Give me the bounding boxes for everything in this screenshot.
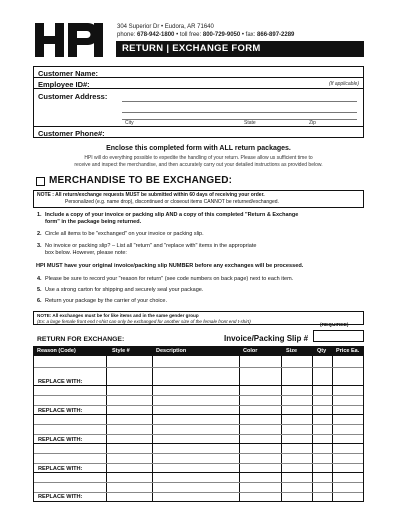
step-1: 1. Include a copy of your invoice or packing slip AND a copy of this completed "Return & Exchange form" in the package being returned. (37, 212, 299, 225)
gender-group-note: NOTE: All exchanges must be for like items and in the same gender group (Ex: a large female front end t-shirt can only be exchanged for another size of the female front end t-shirt) (33, 311, 364, 325)
company-contact (117, 23, 294, 39)
form-title: RETURN | EXCHANGE FORM (116, 41, 364, 57)
zip-label: Zip (309, 120, 316, 126)
table-row[interactable] (34, 367, 363, 368)
invoice-required-note: HPI MUST have your original invoice/packing slip NUMBER before any exchanges will be processed. (36, 263, 304, 269)
customer-name-label: Customer Name: (38, 69, 99, 78)
company-phones: phone: 678-942-1800 • toll free: 800-729-9050 • fax: 866-897-2289 (117, 32, 295, 38)
step-5: 5. Use a strong carton for shipping and securely seal your package. (37, 287, 204, 293)
step-2: 2. Circle all items to be "exchanged" on your invoice or packing slip. (37, 231, 204, 237)
enclose-instructions: HPI will do everything possible to expedite the handling of your return. Please allow us sufficient time to receive and inspect the merchandise, and then accurately carry out your detailed instructions as provided below. (74, 155, 323, 168)
exchange-table (33, 346, 364, 502)
enclose-title: Enclose this completed form with ALL return packages. (106, 145, 291, 152)
col-qty: Qty (317, 348, 327, 354)
col-size: Size (286, 348, 298, 354)
replace-with-label: REPLACE WITH: (38, 466, 83, 472)
return-for-exchange-label: RETURN FOR EXCHANGE: (37, 336, 125, 343)
step-3: 3. No invoice or packing slip? – List all "return" and "replace with" items in the appropriate box below. However, please note: (37, 243, 257, 256)
table-row[interactable] (34, 472, 363, 473)
required-label: (REQUIRED) (320, 323, 349, 328)
employee-id-note: (If applicable) (328, 81, 359, 87)
company-address: 304 Superior Dr • Eudora, AR 71640 (117, 24, 214, 30)
table-row[interactable] (34, 405, 363, 406)
col-reason: Reason (Code) (37, 348, 76, 354)
table-row[interactable] (34, 434, 363, 435)
step-4: 4. Please be sure to record your "reason for return" (see code numbers on back page) next to each item. (37, 276, 294, 282)
table-row[interactable] (34, 443, 363, 444)
col-color: Color (243, 348, 258, 354)
address-line-1 (122, 101, 357, 102)
table-row[interactable] (34, 414, 363, 415)
col-style: Style # (112, 348, 130, 354)
table-row[interactable] (34, 453, 363, 454)
replace-with-label: REPLACE WITH: (38, 379, 83, 385)
state-label: State (244, 120, 256, 126)
customer-address-row[interactable] (34, 89, 363, 127)
replace-with-label: REPLACE WITH: (38, 408, 83, 414)
step-6: 6. Return your package by the carrier of your choice. (37, 298, 167, 304)
table-row[interactable] (34, 424, 363, 425)
col-price: Price Ea. (336, 348, 360, 354)
fax-number: 866-897-2289 (257, 32, 295, 38)
table-row[interactable] (34, 385, 363, 386)
table-row[interactable] (34, 482, 363, 483)
table-row[interactable] (34, 463, 363, 464)
table-header (34, 347, 363, 356)
tollfree-number: 800-729-9050 (202, 32, 241, 38)
customer-info-box (33, 66, 364, 138)
customer-phone-label: Customer Phone#: (38, 129, 105, 138)
table-row[interactable] (34, 395, 363, 396)
table-row[interactable] (34, 492, 363, 493)
city-label: City (125, 120, 134, 126)
employee-id-row[interactable] (34, 78, 363, 89)
col-description: Description (156, 348, 187, 354)
phone-number: 678-942-1800 (137, 32, 175, 38)
customer-phone-row[interactable] (34, 127, 363, 138)
address-line-3 (122, 119, 357, 120)
invoice-number-field[interactable] (313, 330, 364, 342)
hpi-logo (33, 22, 105, 58)
return-policy-note: NOTE : All return/exchange requests MUST be submitted within 60 days of receiving your order. Personalized (e.g. name drop), discontinued or closeout items CANNOT be returned/exchanged. (33, 190, 364, 208)
merchandise-checkbox[interactable] (36, 177, 45, 186)
replace-with-label: REPLACE WITH: (38, 494, 83, 500)
customer-name-row[interactable] (34, 67, 363, 78)
employee-id-label: Employee ID#: (38, 80, 90, 89)
address-line-2 (122, 112, 357, 113)
merchandise-heading: MERCHANDISE TO BE EXCHANGED: (49, 175, 233, 186)
replace-with-label: REPLACE WITH: (38, 437, 83, 443)
customer-address-label: Customer Address: (38, 92, 108, 101)
invoice-label: Invoice/Packing Slip # (224, 334, 309, 343)
